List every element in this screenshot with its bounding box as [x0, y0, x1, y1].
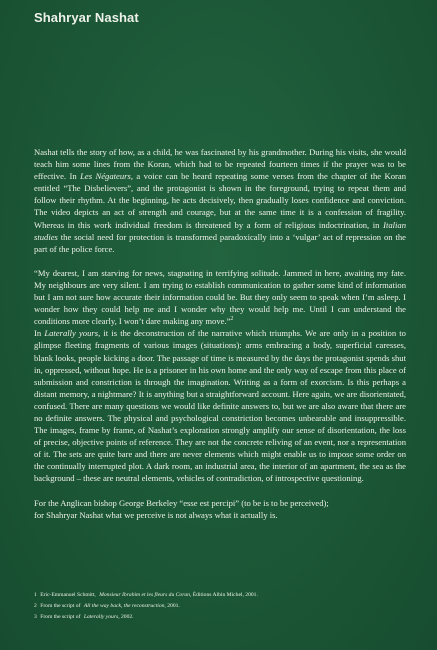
paragraph-1-text-b: , a voice can be heard repeating some verses from the chapter of the Koran entitled “The Disbelievers”, and the protagonist is shown in the foreground, trying to repeat them and follow their rhythm. At the beginning, he acts decisively, then gradually loses confidence and conviction. The video depicts an act of strength and courage, but at the same time it is a confession of fragility. Whereas in this work individual freedom is threatened by a form of religious indoctrination, in: [34, 171, 406, 230]
footnote-text: , Éditions Albin Michel, 2001.: [189, 592, 258, 598]
footnote-number: 3: [34, 614, 37, 620]
footnote-text: From the script of: [40, 603, 82, 609]
footnote-ref: 2: [230, 316, 234, 323]
title-italian-studies: Italian studies: [34, 219, 406, 242]
footnote-title: All the way back, the reconstruction: [83, 603, 165, 609]
paragraph-2-in: In: [34, 328, 45, 339]
footnote-text: Eric-Emmanuel Schmitt,: [40, 592, 98, 598]
footnotes: [34, 590, 406, 623]
footnote-3: [34, 612, 406, 623]
footnote-title: Laterally yours: [83, 614, 119, 620]
essay-body: [34, 146, 406, 521]
title-laterally-yours: Laterally yours: [44, 328, 99, 339]
footnote-text: , 2002.: [118, 614, 134, 620]
footnote-text: From the script of: [40, 614, 82, 620]
paragraph-3-line-1: For the Anglican bishop George Berkeley “esse est percipi” (to be is to be perceived);: [34, 497, 329, 508]
paragraph-1-text-a: Nashat tells the story of how, as a child, he was fascinated by his grandmother. During his visits, she would teach him some lines from the Koran, which had to be repeated fourteen times if the prayer was to be effective. In: [34, 147, 406, 182]
footnote-title: Monsieur Ibrahim et les fleurs du Coran: [99, 592, 190, 598]
footnote-number: 1: [34, 592, 37, 598]
paragraph-1: [34, 146, 406, 255]
footnote-text: , 2001.: [164, 603, 180, 609]
paragraph-2: [34, 267, 406, 485]
footnote-1: [34, 590, 406, 601]
footnote-number: 2: [34, 603, 37, 609]
title-les-negateurs: Les Négateurs: [80, 171, 131, 182]
quotation: “My dearest, I am starving for news, stagnating in terrifying solitude. Jammed in here, awaiting my fate. My neighbours are very silent. I am trying to establish communication to gather some kind of information but I am not sure how accurate their information could be. But they only seem to speak when I’m asleep. I wonder how they could help me and I wonder why they would help me. Until I can understand the conditions more clearly, I won’t dare making any move.”: [34, 267, 406, 327]
footnote-2: [34, 601, 406, 612]
paragraph-1-text-c: the social need for protection is transformed paradoxically into a ‘vulgar’ act of repression on the part of the police force.: [34, 231, 406, 254]
paragraph-3: [34, 497, 406, 521]
paragraph-2-text: , it is the deconstruction of the narrative which triumphs. We are only in a position to glimpse fleeting fragments of various images (situations): arms embracing a body, superficial caresses, blank looks, people kicking a door. The passage of time is measured by the days the protagonist spends shut in, oppressed, without hope. He is a prisoner in his own home and the only way of escape from this place of submission and constriction is through the imagination. Writing as a form of exorcism. Is this perhaps a distant memory, a nightmare? It is anything but a straightforward account. Here again, we are disorientated, confused. There are many questions we would like definite answers to, but we are also aware that there are no definite answers. The physical and psychological constriction becomes unbearable and insuppressible. The images, frame by frame, of Nashat’s exploration strongly amplify our sense of disorientation, the loss of precise, objective points of reference. They are not the concrete reliving of an event, nor a representation of it. The sets are quite bare and there are never elements which might enable us to impose some order on the continually interrupted plot. A dark room, an industrial area, the interior of an apartment, the sea as the background – these are neutral elements, vehicles of contradiction, of introspective questioning.: [34, 328, 406, 484]
page-title: Shahryar Nashat: [34, 10, 139, 25]
paragraph-3-line-2: for Shahryar Nashat what we perceive is not always what it actually is.: [34, 509, 278, 520]
